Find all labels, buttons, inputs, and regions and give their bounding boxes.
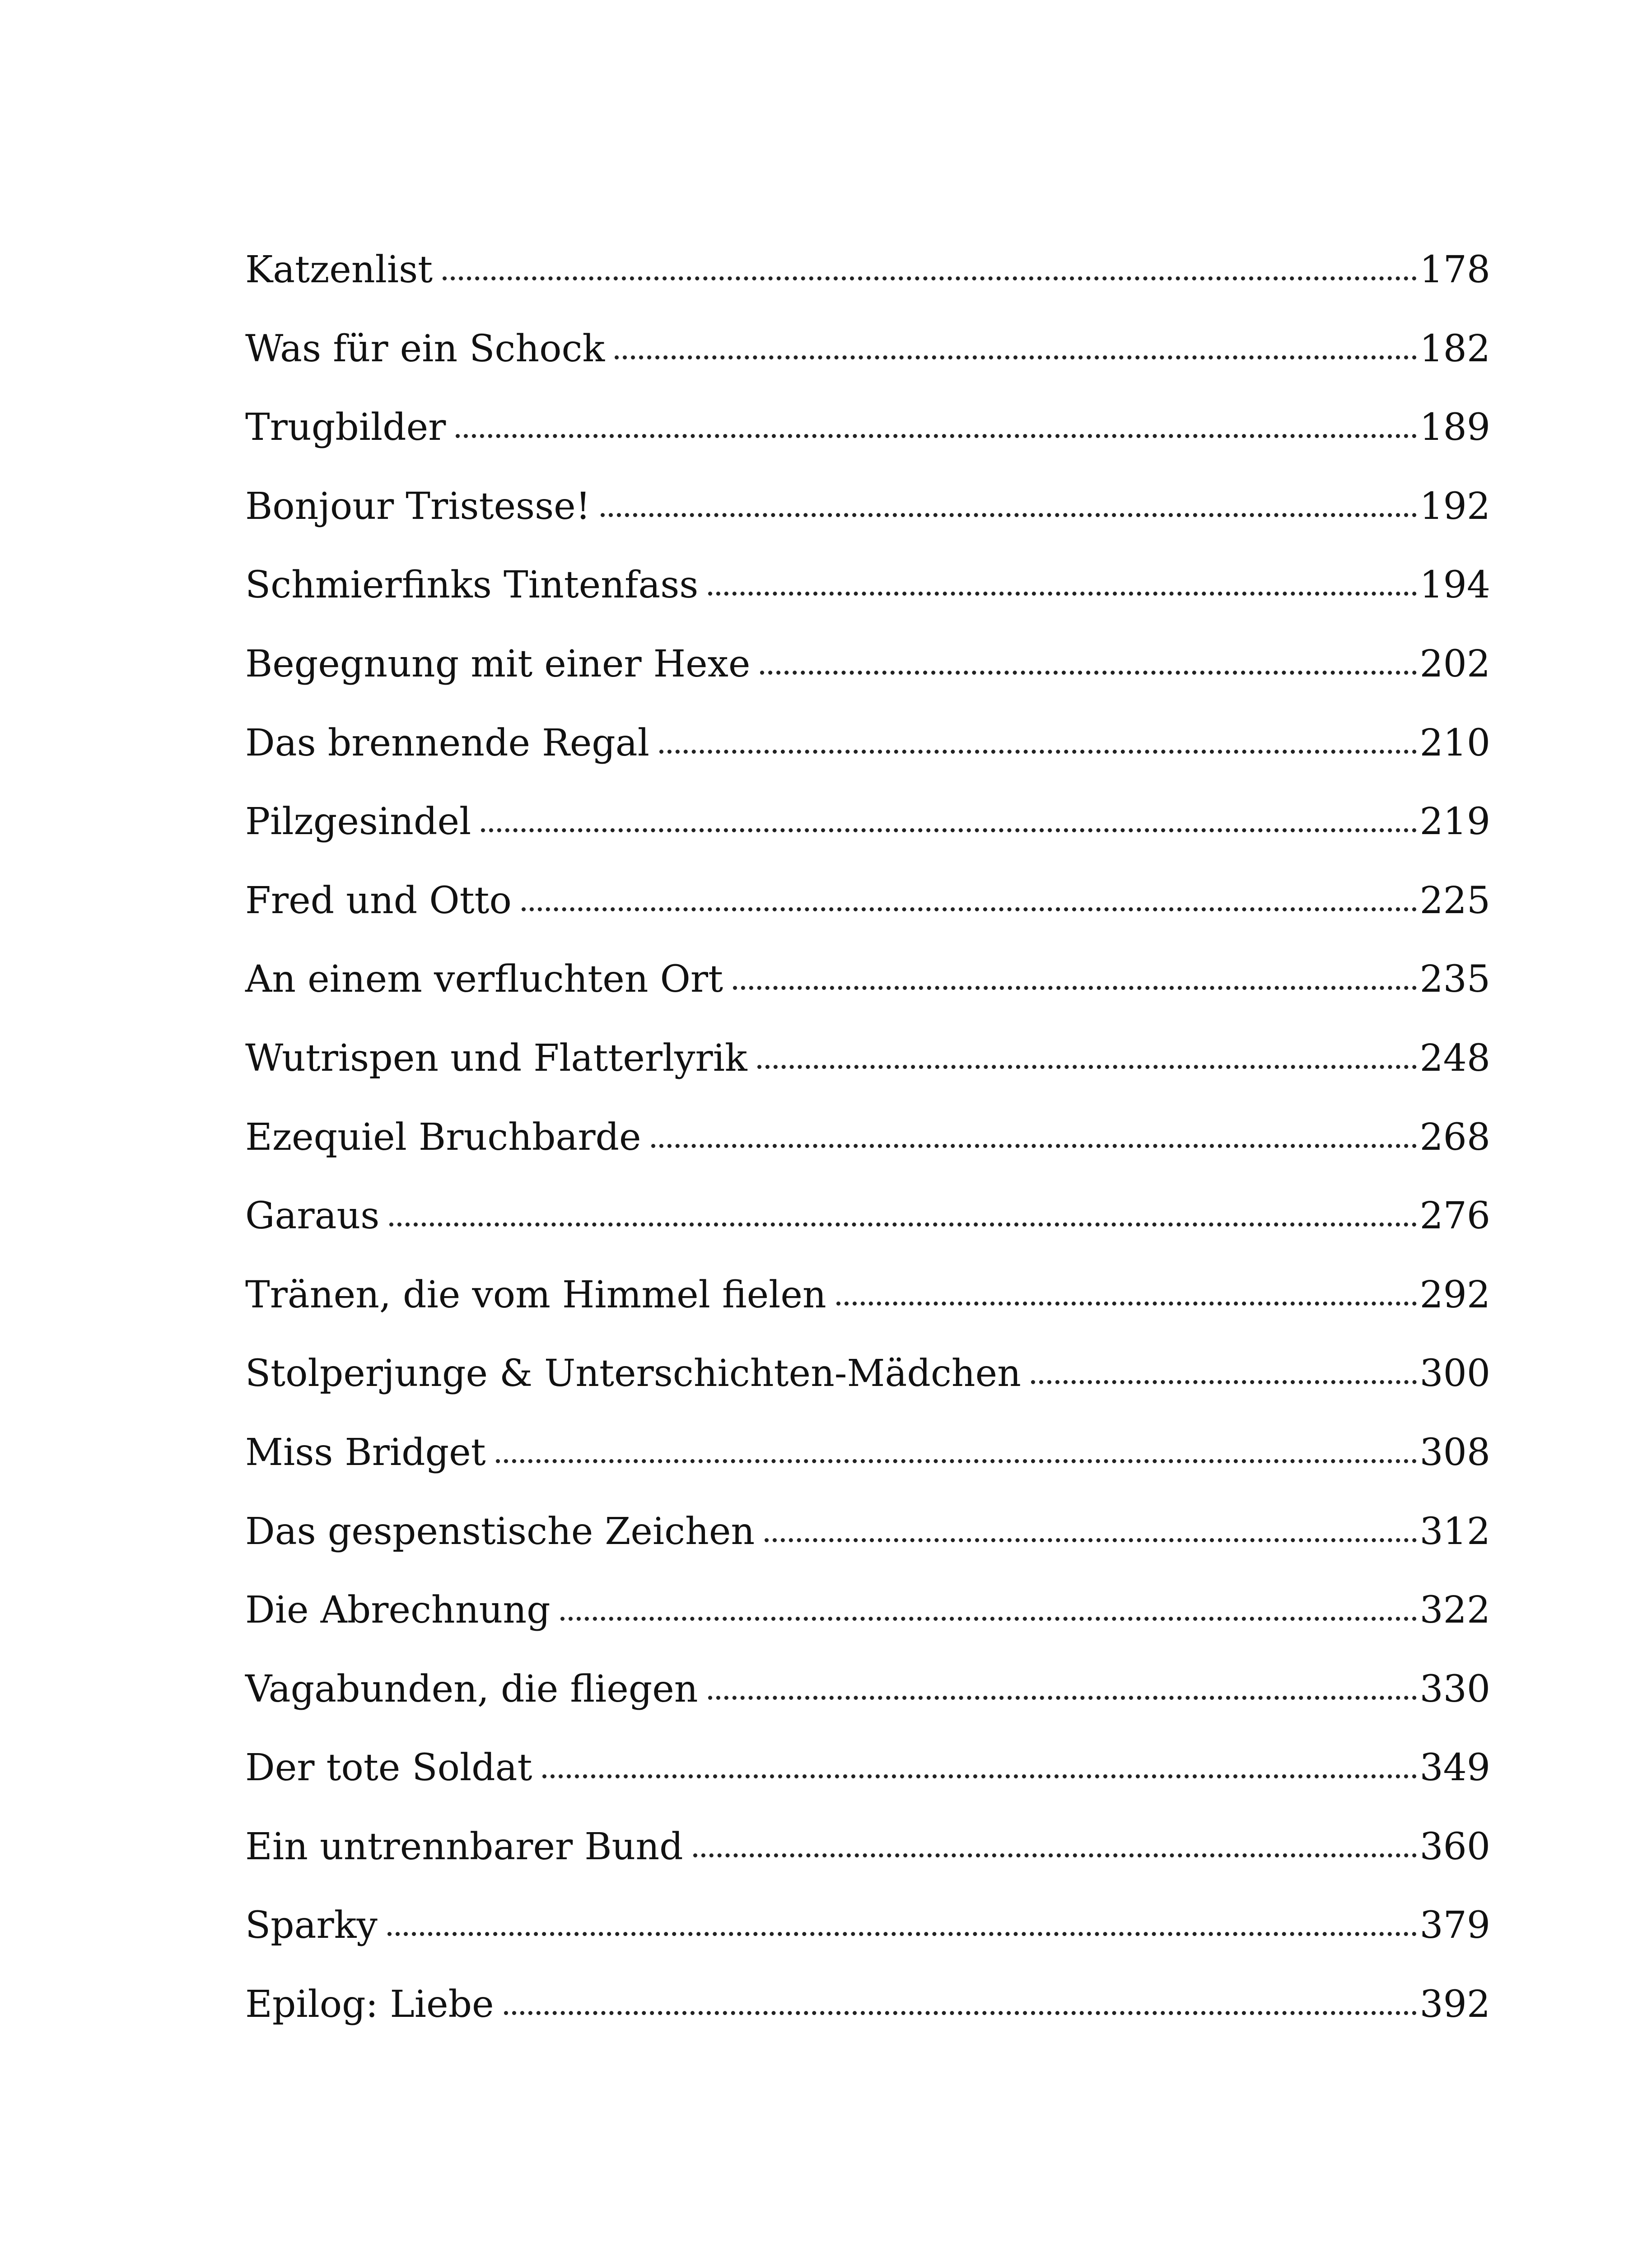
toc-entry-title: Die Abrechnung: [245, 1589, 551, 1632]
toc-entry-title: Sparky: [245, 1904, 378, 1947]
toc-entry[interactable]: [245, 327, 1490, 406]
toc-entry-title: Schmierfinks Tintenfass: [245, 564, 699, 607]
dot-leader: [765, 1538, 1417, 1542]
toc-entry[interactable]: [245, 564, 1490, 643]
dot-leader: [443, 276, 1417, 280]
dot-leader: [522, 907, 1417, 911]
dot-leader: [708, 592, 1417, 596]
toc-entry-page-number: 248: [1419, 1036, 1490, 1080]
table-of-contents: [245, 248, 1490, 2062]
dot-leader: [560, 1617, 1417, 1621]
toc-entry-page-number: 330: [1419, 1667, 1490, 1711]
toc-entry-title: Garaus: [245, 1194, 380, 1238]
toc-entry-page-number: 189: [1419, 406, 1490, 449]
toc-entry-page-number: 202: [1419, 642, 1490, 686]
dot-leader: [504, 2011, 1417, 2015]
dot-leader: [760, 671, 1417, 675]
toc-entry[interactable]: [245, 1194, 1490, 1274]
toc-entry-page-number: 178: [1419, 248, 1490, 291]
toc-entry-page-number: 192: [1419, 485, 1490, 528]
toc-entry-page-number: 392: [1419, 1983, 1490, 2026]
dot-leader: [615, 355, 1417, 359]
toc-entry[interactable]: [245, 800, 1490, 879]
toc-entry[interactable]: [245, 1274, 1490, 1353]
toc-entry-page-number: 219: [1419, 800, 1490, 844]
dot-leader: [389, 1222, 1417, 1227]
toc-entry-title: Vagabunden, die fliegen: [245, 1667, 698, 1711]
dot-leader: [757, 1065, 1417, 1069]
dot-leader: [708, 1696, 1417, 1700]
toc-entry-page-number: 268: [1419, 1115, 1490, 1159]
toc-entry-page-number: 210: [1419, 721, 1490, 765]
toc-entry[interactable]: [245, 1037, 1490, 1116]
dot-leader: [651, 1144, 1417, 1148]
dot-leader: [659, 750, 1417, 754]
toc-entry[interactable]: [245, 1904, 1490, 1983]
toc-entry[interactable]: [245, 248, 1490, 327]
toc-entry[interactable]: [245, 958, 1490, 1037]
toc-entry[interactable]: [245, 406, 1490, 485]
dot-leader: [693, 1853, 1417, 1857]
toc-entry-page-number: 360: [1419, 1825, 1490, 1868]
toc-entry[interactable]: [245, 1431, 1490, 1510]
toc-entry[interactable]: [245, 1983, 1490, 2062]
toc-entry-page-number: 292: [1419, 1273, 1490, 1316]
dot-leader: [481, 828, 1417, 832]
toc-entry-title: Stolperjunge & Unterschichten-Mädchen: [245, 1352, 1021, 1395]
toc-entry-title: Ein untrennbarer Bund: [245, 1825, 683, 1868]
toc-entry[interactable]: [245, 485, 1490, 564]
toc-entry-title: Katzenlist: [245, 248, 433, 291]
toc-entry-title: Trugbilder: [245, 406, 446, 449]
toc-entry-page-number: 182: [1419, 327, 1490, 370]
toc-entry-title: Tränen, die vom Himmel fielen: [245, 1273, 826, 1316]
toc-entry-title: An einem verfluchten Ort: [245, 958, 723, 1001]
toc-entry-title: Miss Bridget: [245, 1431, 486, 1474]
toc-entry-title: Das gespenstische Zeichen: [245, 1510, 755, 1553]
toc-entry-title: Ezequiel Bruchbarde: [245, 1115, 641, 1159]
dot-leader: [456, 434, 1417, 438]
dot-leader: [542, 1774, 1417, 1778]
dot-leader: [733, 986, 1417, 990]
toc-entry-page-number: 225: [1419, 879, 1490, 922]
toc-entry-title: Was für ein Schock: [245, 327, 605, 370]
toc-entry-page-number: 300: [1419, 1352, 1490, 1395]
toc-entry[interactable]: [245, 722, 1490, 801]
toc-entry-page-number: 322: [1419, 1589, 1490, 1632]
toc-entry-page-number: 235: [1419, 958, 1490, 1001]
dot-leader: [387, 1932, 1417, 1936]
toc-entry-title: Begegnung mit einer Hexe: [245, 642, 751, 686]
toc-entry[interactable]: [245, 1746, 1490, 1825]
toc-entry[interactable]: [245, 1668, 1490, 1747]
dot-leader: [1031, 1380, 1417, 1384]
toc-entry-title: Der tote Soldat: [245, 1746, 532, 1790]
toc-entry[interactable]: [245, 879, 1490, 958]
toc-entry-page-number: 379: [1419, 1904, 1490, 1947]
toc-entry-page-number: 308: [1419, 1431, 1490, 1474]
toc-entry-title: Epilog: Liebe: [245, 1983, 494, 2026]
toc-entry-title: Bonjour Tristesse!: [245, 485, 591, 528]
toc-entry[interactable]: [245, 1825, 1490, 1904]
toc-entry[interactable]: [245, 1116, 1490, 1195]
toc-entry[interactable]: [245, 643, 1490, 722]
toc-entry[interactable]: [245, 1589, 1490, 1668]
toc-entry[interactable]: [245, 1352, 1490, 1431]
toc-entry-page-number: 312: [1419, 1510, 1490, 1553]
dot-leader: [836, 1302, 1417, 1306]
toc-entry-page-number: 276: [1419, 1194, 1490, 1238]
dot-leader: [601, 513, 1417, 517]
toc-entry[interactable]: [245, 1510, 1490, 1589]
toc-entry-page-number: 194: [1419, 564, 1490, 607]
toc-entry-page-number: 349: [1419, 1746, 1490, 1790]
toc-entry-title: Fred und Otto: [245, 879, 512, 922]
dot-leader: [496, 1459, 1417, 1463]
toc-entry-title: Das brennende Regal: [245, 721, 649, 765]
toc-entry-title: Pilzgesindel: [245, 800, 471, 844]
toc-entry-title: Wutrispen und Flatterlyrik: [245, 1036, 747, 1080]
